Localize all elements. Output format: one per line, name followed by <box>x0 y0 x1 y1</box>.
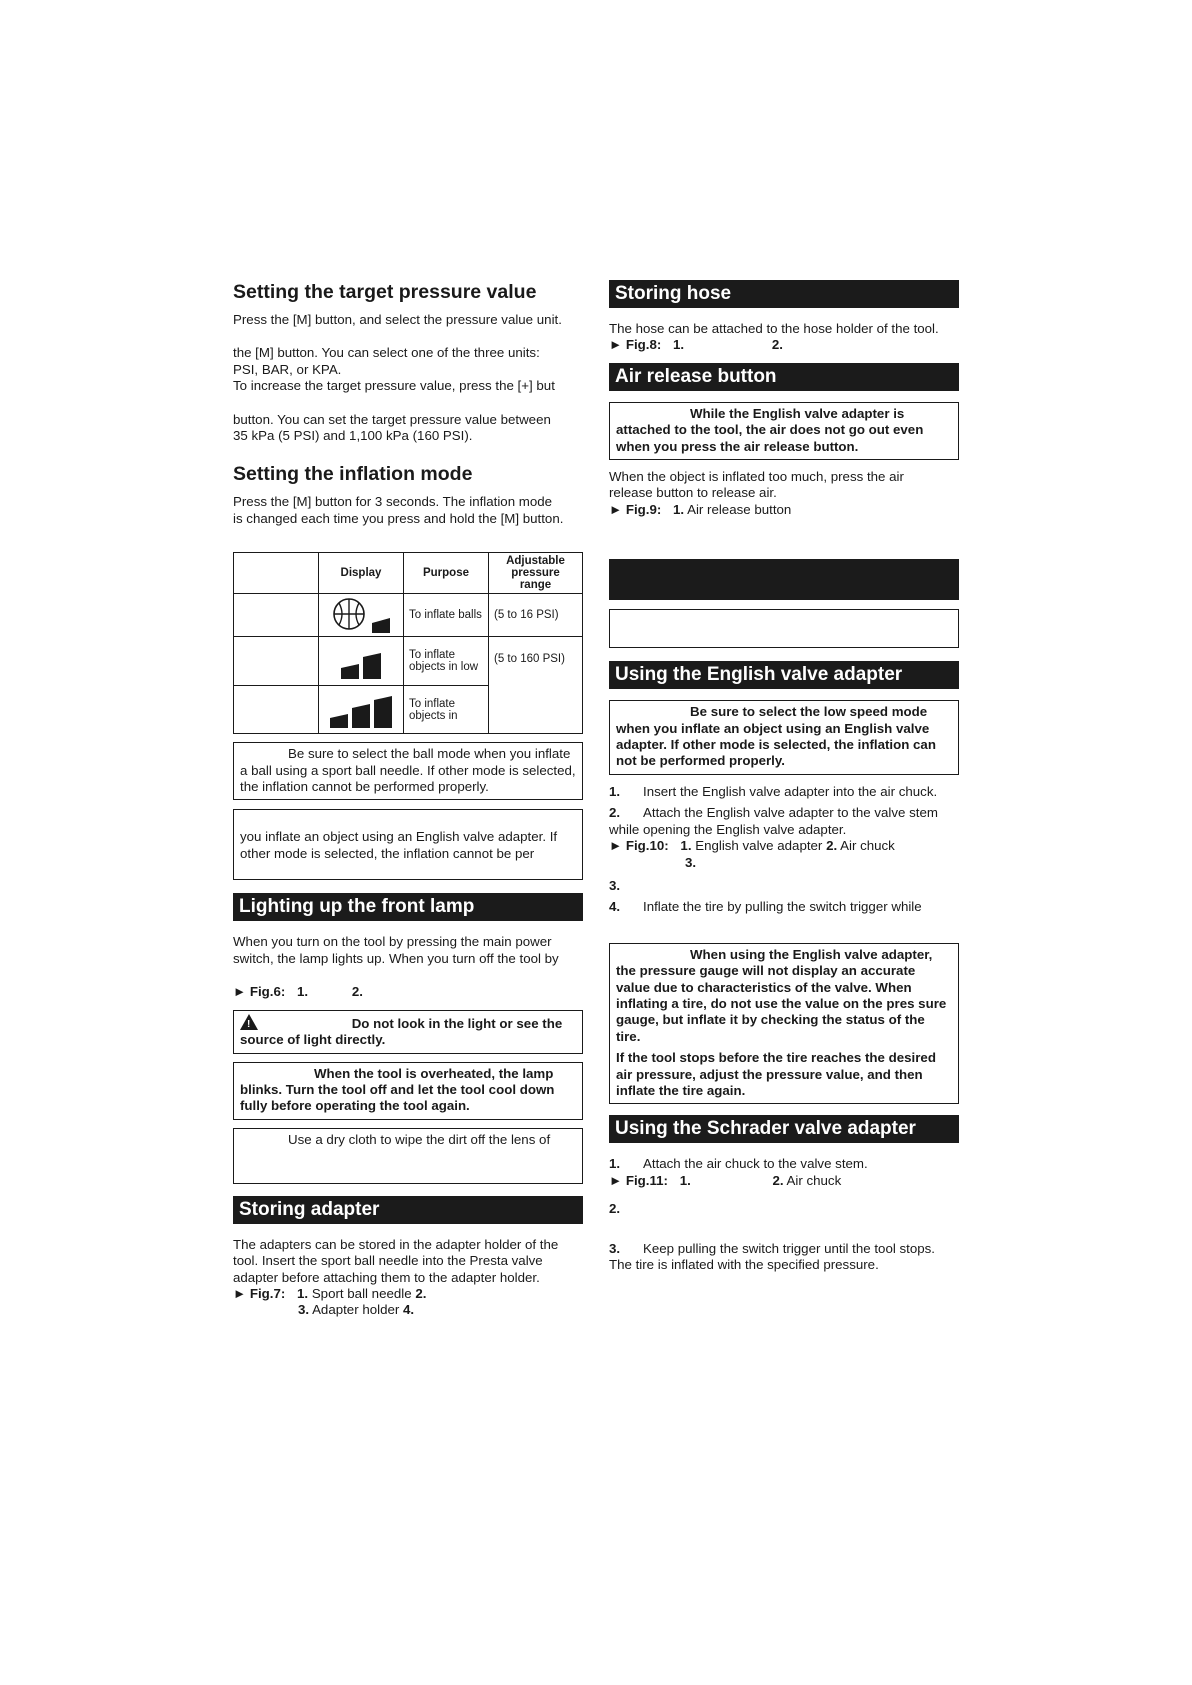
english-step-4 <box>609 899 959 915</box>
step-number: 1. <box>609 783 621 799</box>
inflation-mode-p1b: is changed each time you press and hold the [M] button. <box>233 510 564 526</box>
fig-item-number: 2. <box>351 984 363 1000</box>
basketball-icon <box>332 597 368 633</box>
schrader-valve-heading: Using the Schrader valve adapter <box>609 1115 959 1143</box>
table-cell-empty <box>234 686 319 734</box>
high-speed-mode-icon <box>324 692 398 728</box>
inflation-mode-p1a: Press the [M] button for 3 seconds. The inflation mode <box>233 494 553 510</box>
storing-hose-heading: Storing hose <box>609 280 959 308</box>
air-release-p1a: When the object is inflated too much, press the air <box>609 469 904 485</box>
level-bar-icon <box>363 653 381 679</box>
step-number: 3. <box>609 877 621 893</box>
level-bar-icon <box>374 696 392 728</box>
level-bar-icon <box>352 704 370 728</box>
english-valve-note-line2: other mode is selected, the inflation cannot be per <box>240 845 535 861</box>
target-pressure-p1: Press the [M] button, and select the pressure value unit. <box>233 312 562 327</box>
english-step-2 <box>609 805 959 821</box>
inflation-mode-table <box>233 552 583 734</box>
fig-item-label: Adapter holder <box>312 1302 400 1318</box>
fig-item-number: 2. <box>772 1172 784 1188</box>
fig-item-number: 2. <box>771 337 783 353</box>
table-row <box>234 594 583 637</box>
low-speed-mode-icon <box>324 643 398 679</box>
table-cell-display <box>319 637 404 686</box>
table-cell-purpose: To inflate objects in low <box>404 637 489 686</box>
fig-item-number: 1. <box>680 838 692 854</box>
table-cell-empty <box>234 594 319 637</box>
blank-heading-bar <box>609 559 959 600</box>
pressure-gauge-note <box>609 943 959 1105</box>
step-text: Insert the English valve adapter into the air chuck. <box>643 783 938 799</box>
schrader-step-1 <box>609 1156 959 1172</box>
fig-item-label: English valve adapter <box>695 838 823 854</box>
fig-item-number: 1. <box>673 501 685 517</box>
target-pressure-p2c: To increase the target pressure value, press the [+] but <box>233 378 555 394</box>
fig-item-label: Air chuck <box>840 838 895 854</box>
target-pressure-heading: Setting the target pressure value <box>233 281 537 303</box>
fig-item-number: 1. <box>297 1285 309 1301</box>
table-cell-purpose: To inflate objects in <box>404 686 489 734</box>
storing-adapter-p1c: adapter before attaching them to the adapter holder. <box>233 1269 540 1285</box>
right-column <box>609 280 959 1273</box>
lens-note: Use a dry cloth to wipe the dirt off the lens of <box>233 1128 583 1184</box>
air-release-p1b: release button to release air. <box>609 485 777 501</box>
english-step-2b: while opening the English valve adapter. <box>609 821 847 837</box>
level-bar-icon <box>372 615 390 633</box>
lamp-caution-box <box>233 1010 583 1054</box>
table-cell-range: (5 to 16 PSI) <box>489 594 583 637</box>
fig7-reference <box>233 1286 583 1302</box>
fig9-reference <box>609 502 959 518</box>
fig-item-number: 1. <box>673 337 685 353</box>
fig-item-number: 1. <box>679 1172 691 1188</box>
fig-item-label: Air release button <box>687 501 792 517</box>
fig10-reference-line2 <box>609 855 959 871</box>
table-header-cell: Display <box>319 553 404 594</box>
step-text: Inflate the tire by pulling the switch trigger while <box>643 899 922 915</box>
fig-item-number: 2. <box>415 1285 427 1301</box>
english-valve-note <box>609 700 959 775</box>
air-release-heading: Air release button <box>609 363 959 391</box>
table-header-cell <box>234 553 319 594</box>
table-cell-display <box>319 594 404 637</box>
storing-hose-p1: The hose can be attached to the hose holder of the tool. <box>609 321 939 336</box>
left-column <box>233 280 583 1319</box>
fig-label: ► Fig.9: <box>609 501 662 517</box>
fig-label: ► Fig.10: <box>609 838 669 854</box>
fig-item-number: 3. <box>685 854 697 870</box>
fig-label: ► Fig.6: <box>233 984 286 1000</box>
front-lamp-p1a: When you turn on the tool by pressing the main power <box>233 934 552 950</box>
front-lamp-p1b: switch, the lamp lights up. When you turn off the tool by <box>233 950 559 966</box>
target-pressure-p2a: the [M] button. You can select one of the three units: <box>233 345 540 361</box>
step-number: 2. <box>609 1201 621 1217</box>
english-step-1 <box>609 784 959 800</box>
table-header-cell: Purpose <box>404 553 489 594</box>
fig6-reference <box>233 984 583 1000</box>
table-cell-display <box>319 686 404 734</box>
level-bar-icon <box>341 661 359 679</box>
table-header-cell: Adjustable pressure range <box>489 553 583 594</box>
fig-item-number: 1. <box>297 984 309 1000</box>
step-number: 4. <box>609 899 621 915</box>
inflation-mode-heading: Setting the inflation mode <box>233 463 473 486</box>
schrader-step-3 <box>609 1241 959 1257</box>
fig7-reference-line2 <box>233 1302 583 1318</box>
table-header-row <box>234 553 583 594</box>
pressure-gauge-note-p1: When using the English valve adapter, the pressure gauge will not display an accurate value due to characteristics of the valve. When inflating a tire, do not use the value on the pres sure gauge, but inflate it by checking the status of the tire. <box>616 946 947 1044</box>
storing-adapter-p1b: tool. Insert the sport ball needle into the Presta valve <box>233 1253 543 1269</box>
target-pressure-p3b: 35 kPa (5 PSI) and 1,100 kPa (160 PSI). <box>233 428 473 444</box>
step-number: 2. <box>609 805 621 821</box>
english-valve-heading: Using the English valve adapter <box>609 661 959 689</box>
english-step-3 <box>609 878 959 894</box>
storing-adapter-heading: Storing adapter <box>233 1196 583 1224</box>
fig-item-number: 2. <box>826 838 838 854</box>
pressure-gauge-note-p2: If the tool stops before the tire reaches the desired air pressure, adjust the pressure value, and then inflate the tire again. <box>616 1050 936 1098</box>
step-text: Keep pulling the switch trigger until the tool stops. <box>643 1240 935 1256</box>
fig-label: ► Fig.7: <box>233 1285 286 1301</box>
ball-mode-note: Be sure to select the ball mode when you inflate a ball using a sport ball needle. If other mode is selected, the inflation cannot be performed properly. <box>233 742 583 800</box>
fig-item-label: Air chuck <box>786 1172 842 1188</box>
table-row <box>234 637 583 686</box>
fig-item-label: Sport ball needle <box>311 1285 412 1301</box>
fig8-reference <box>609 337 959 353</box>
target-pressure-p2b: PSI, BAR, or KPA. <box>233 361 342 377</box>
table-cell-range: (5 to 160 PSI) <box>489 637 583 734</box>
storing-adapter-p1a: The adapters can be stored in the adapter holder of the <box>233 1236 559 1252</box>
fig-label: ► Fig.8: <box>609 337 662 353</box>
front-lamp-heading: Lighting up the front lamp <box>233 893 583 921</box>
fig10-reference <box>609 838 959 854</box>
step-number: 3. <box>609 1240 621 1256</box>
blank-note-box <box>609 609 959 648</box>
fig11-reference <box>609 1173 959 1189</box>
target-pressure-p3a: button. You can set the target pressure value between <box>233 411 551 427</box>
fig-label: ► Fig.11: <box>609 1172 668 1188</box>
english-valve-note-line1: you inflate an object using an English valve adapter. If <box>240 829 558 845</box>
schrader-step-3b: The tire is inflated with the specified pressure. <box>609 1257 879 1272</box>
schrader-step-2 <box>609 1201 959 1217</box>
lamp-caution-text: Do not look in the light or see the source of light directly. <box>240 1015 563 1048</box>
step-text: Attach the English valve adapter to the valve stem <box>643 805 938 821</box>
english-valve-note <box>233 809 583 880</box>
step-number: 1. <box>609 1156 621 1172</box>
fig-item-number: 3. <box>298 1302 310 1318</box>
english-valve-note-text: Be sure to select the low speed mode when you inflate an object using an English valve adapter. If other mode is selected, the inflation can not be performed properly. <box>616 704 936 769</box>
warning-triangle-icon <box>240 1014 258 1030</box>
table-cell-purpose: To inflate balls <box>404 594 489 637</box>
overheat-note: When the tool is overheated, the lamp blinks. Turn the tool off and let the tool cool down fully before operating the tool again. <box>233 1062 583 1120</box>
air-release-note: While the English valve adapter is attached to the tool, the air does not go out even when you press the air release button. <box>609 402 959 460</box>
level-bar-icon <box>330 712 348 728</box>
fig-item-number: 4. <box>403 1302 415 1318</box>
ball-mode-icon <box>324 597 398 633</box>
table-cell-empty <box>234 637 319 686</box>
step-text: Attach the air chuck to the valve stem. <box>643 1156 868 1172</box>
